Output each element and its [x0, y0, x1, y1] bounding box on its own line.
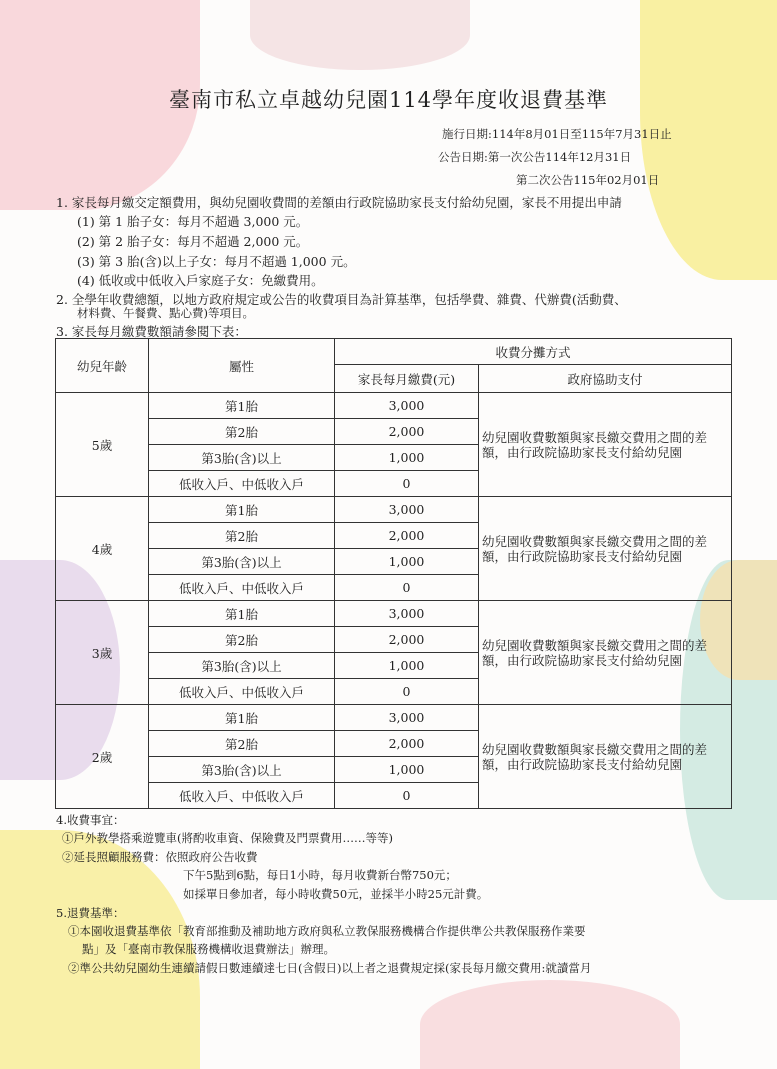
age-cell: 3歲: [56, 601, 149, 705]
section4-item2-line3: 如採單日參加者，每小時收費50元，並採半小時25元計費。: [183, 887, 489, 901]
section2-line2: 材料費、午餐費、點心費)等項目。: [77, 306, 254, 320]
attr-cell: 第1胎: [149, 705, 335, 731]
header-split: 收費分攤方式: [335, 339, 732, 365]
announce-date-1: 公告日期:第一次公告114年12月31日: [438, 150, 632, 164]
header-age: 幼兒年齡: [56, 339, 149, 393]
effective-date: 施行日期:114年8月01日至115年7月31日止: [442, 127, 672, 141]
age-cell: 2歲: [56, 705, 149, 809]
attr-cell: 低收入戶、中低收入戶: [149, 679, 335, 705]
fee-cell: 3,000: [335, 601, 479, 627]
section4-item2: ②延長照顧服務費：依照政府公告收費: [62, 850, 258, 864]
fee-cell: 0: [335, 783, 479, 809]
fee-cell: 0: [335, 471, 479, 497]
page-title: 臺南市私立卓越幼兒園114學年度收退費基準: [168, 88, 609, 112]
attr-cell: 低收入戶、中低收入戶: [149, 575, 335, 601]
section3-heading: 3. 家長每月繳費數額請參閱下表：: [56, 324, 247, 339]
section1-item: (1) 第 1 胎子女：每月不超過 3,000 元。: [77, 214, 309, 229]
section1-item: (4) 低收或中低收入戶家庭子女：免繳費用。: [77, 273, 324, 288]
section4-heading: 4.收費事宜：: [56, 813, 125, 827]
header-attr: 屬性: [149, 339, 335, 393]
attr-cell: 第2胎: [149, 419, 335, 445]
attr-cell: 第1胎: [149, 601, 335, 627]
fee-cell: 3,000: [335, 497, 479, 523]
fee-cell: 2,000: [335, 627, 479, 653]
gov-note-cell: 幼兒園收費數額與家長繳交費用之間的差額，由行政院協助家長支付給幼兒園: [479, 393, 732, 497]
attr-cell: 第3胎(含)以上: [149, 549, 335, 575]
header-parent-fee: 家長每月繳費(元): [335, 365, 479, 393]
attr-cell: 第2胎: [149, 523, 335, 549]
table-row: [56, 601, 732, 627]
fee-cell: 2,000: [335, 419, 479, 445]
attr-cell: 低收入戶、中低收入戶: [149, 471, 335, 497]
section1-item: (2) 第 2 胎子女：每月不超過 2,000 元。: [77, 234, 309, 249]
fee-cell: 1,000: [335, 757, 479, 783]
attr-cell: 低收入戶、中低收入戶: [149, 783, 335, 809]
fee-cell: 0: [335, 575, 479, 601]
section5-item1-line1: ①本園收退費基準依「教育部推動及補助地方政府與私立教保服務機構合作提供準公共教保服務作業要: [68, 924, 586, 938]
section1-item: (3) 第 3 胎(含)以上子女：每月不超過 1,000 元。: [77, 254, 356, 269]
table-row: [56, 497, 732, 523]
attr-cell: 第2胎: [149, 627, 335, 653]
announce-date-2: 第二次公告115年02月01日: [516, 173, 660, 187]
fee-cell: 3,000: [335, 393, 479, 419]
age-cell: 5歲: [56, 393, 149, 497]
fee-cell: 0: [335, 679, 479, 705]
attr-cell: 第3胎(含)以上: [149, 757, 335, 783]
attr-cell: 第3胎(含)以上: [149, 653, 335, 679]
fee-table: [55, 338, 732, 809]
attr-cell: 第1胎: [149, 393, 335, 419]
fee-cell: 1,000: [335, 653, 479, 679]
section4-item1: ①戶外教學搭乘遊覽車(將酌收車資、保險費及門票費用……等等): [62, 831, 393, 845]
gov-note-cell: 幼兒園收費數額與家長繳交費用之間的差額，由行政院協助家長支付給幼兒園: [479, 497, 732, 601]
fee-cell: 2,000: [335, 731, 479, 757]
fee-cell: 1,000: [335, 549, 479, 575]
fee-cell: 3,000: [335, 705, 479, 731]
attr-cell: 第3胎(含)以上: [149, 445, 335, 471]
gov-note-cell: 幼兒園收費數額與家長繳交費用之間的差額，由行政院協助家長支付給幼兒園: [479, 705, 732, 809]
section1-heading: 1. 家長每月繳交定額費用，與幼兒園收費間的差額由行政院協助家長支付給幼兒園，家長不用提出申請: [56, 195, 622, 210]
section4-item2-line2: 下午5點到6點，每日1小時，每月收費新台幣750元；: [183, 868, 457, 882]
section5-heading: 5.退費基準：: [56, 906, 125, 920]
section2-line1: 2. 全學年收費總額，以地方政府規定或公告的收費項目為計算基準，包括學費、雜費、代辦費(活動費、: [56, 292, 627, 307]
age-cell: 4歲: [56, 497, 149, 601]
header-gov: 政府協助支付: [479, 365, 732, 393]
table-row: [56, 393, 732, 419]
section5-item2: ②準公共幼兒園幼生連續請假日數連續達七日(含假日)以上者之退費規定採(家長每月繳交費用:就讀當月: [68, 961, 592, 975]
section5-item1-line2: 點」及「臺南市教保服務機構收退費辦法」辦理。: [82, 942, 335, 956]
attr-cell: 第2胎: [149, 731, 335, 757]
table-row: [56, 705, 732, 731]
gov-note-cell: 幼兒園收費數額與家長繳交費用之間的差額，由行政院協助家長支付給幼兒園: [479, 601, 732, 705]
fee-cell: 2,000: [335, 523, 479, 549]
attr-cell: 第1胎: [149, 497, 335, 523]
fee-cell: 1,000: [335, 445, 479, 471]
